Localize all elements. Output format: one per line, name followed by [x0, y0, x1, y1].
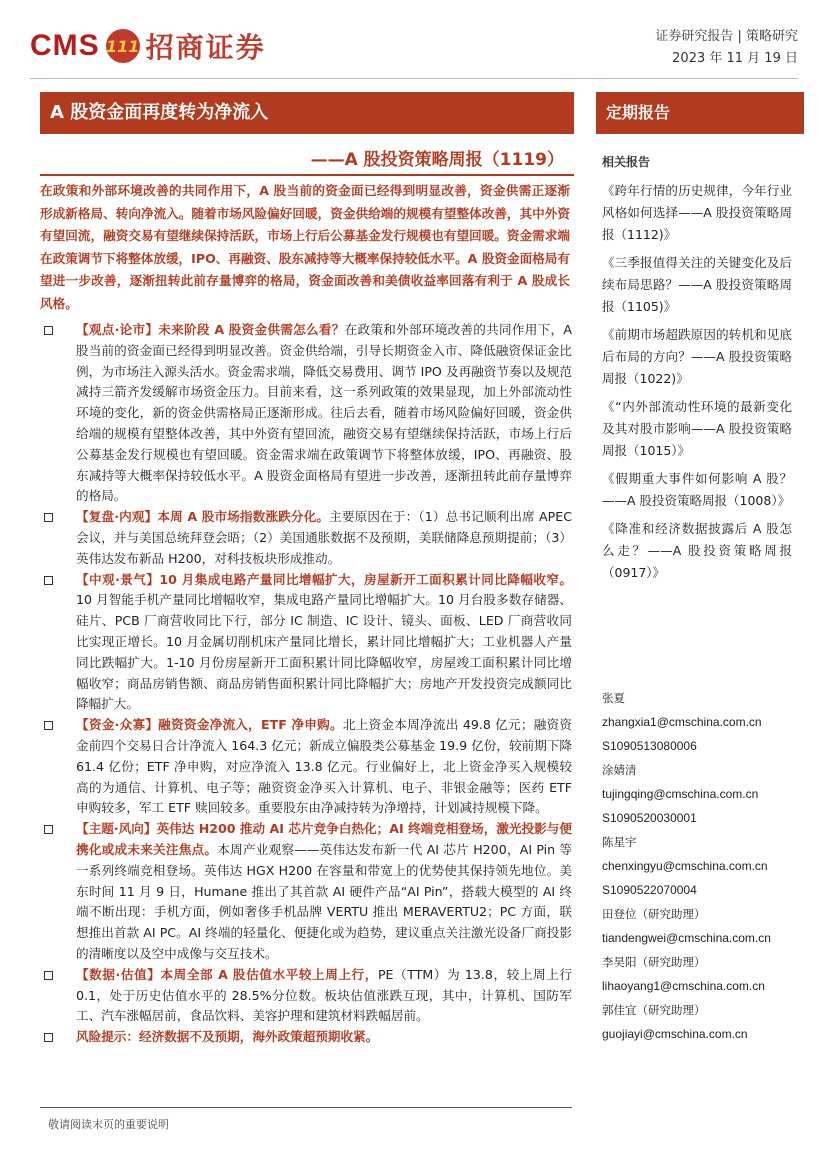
- report-category: 证券研究报告 | 策略研究: [655, 29, 798, 44]
- bullet-highlight: 【资金·众寡】融资资金净流入，ETF 净申购。: [76, 717, 343, 733]
- bullet-highlight: 【主题·风向】英伟达 H200 推动 AI 芯片竞争白热化；AI 终端竞相登场，激光投影与便携化或成未来关注焦点。: [76, 821, 572, 857]
- analyst-email[interactable]: tujingqing@cmschina.com.cn: [602, 787, 759, 801]
- bullet-box-icon: [44, 513, 53, 522]
- company-logo: [30, 24, 266, 68]
- report-title: A 股资金面再度转为净流入: [40, 92, 574, 134]
- subtitle-divider: [40, 174, 574, 176]
- bullet-item: [40, 570, 572, 716]
- analyst-email[interactable]: tiandengwei@cmschina.com.cn: [602, 931, 771, 945]
- analyst-email[interactable]: lihaoyang1@cmschina.com.cn: [602, 979, 765, 993]
- bullet-box-icon: [44, 971, 53, 980]
- footer-note: 敬请阅读末页的重要说明: [48, 1118, 169, 1131]
- bullet-text: 10 月智能手机产量同比增幅收窄，集成电路产量同比增幅扩大。10 月台股多数存储器、硅片、PCB 厂商营收同比下行，部分 IC 制造、IC 设计、镜头、面板、LED 厂商营收同比实现正增长。10 月金属切削机床产量同比增长，累计同比增幅扩大；工业机器人产量同比跌幅扩大。1-10 月份房屋新开工面积累计同比降幅收窄，房屋竣工面积累计同比增幅收窄；商品房销售额、商品房销售面积累计同比降幅扩大；房地产开发投资完成额同比降幅扩大。: [76, 592, 572, 712]
- related-reports-label: 相关报告: [602, 155, 651, 169]
- analyst-cert-number: S1090522070004: [602, 883, 697, 897]
- related-report-item[interactable]: 《假期重大事件如何影响 A 股？——A 股投资策略周报（1008）》: [602, 471, 792, 508]
- bullet-box-icon: [44, 825, 53, 834]
- analyst-list: [602, 686, 802, 1046]
- bullet-box-icon: [44, 326, 53, 335]
- header-divider: [30, 78, 798, 79]
- bullet-item: [40, 320, 572, 507]
- related-report-item[interactable]: 《跨年行情的历史规律，今年行业风格如何选择——A 股投资策略周报（1112)》: [602, 183, 792, 242]
- bullet-item: [40, 819, 572, 965]
- analyst-email[interactable]: zhangxia1@cmschina.com.cn: [602, 715, 762, 729]
- report-subtitle: ——A 股投资策略周报（1119）: [310, 150, 564, 170]
- logo-cms-text: CMS: [30, 29, 100, 62]
- related-report-item[interactable]: 《“内外部流动性环境的最新变化及其对股市影响——A 股投资策略周报（1015）》: [602, 399, 792, 458]
- related-report-item[interactable]: 《降准和经济数据披露后 A 股怎么走？——A 股投资策略周报（0917）》: [602, 521, 792, 580]
- analyst-name: 郭佳宜（研究助理）: [602, 1003, 706, 1017]
- related-report-item[interactable]: 《三季报值得关注的关键变化及后续布局思路？——A 股投资策略周报（1105)》: [602, 255, 792, 314]
- analyst-name: 田登位（研究助理）: [602, 907, 706, 921]
- bullet-highlight: 【观点·论市】未来阶段 A 股资金供需怎么看？: [76, 322, 345, 337]
- bullet-text: 本周产业观察——英伟达发布新一代 AI 芯片 H200，AI Pin 等一系列终端竞相登场。英伟达 HGX H200 在容量和带宽上的优势使其保持领先地位。美东时间 11 月 9 日，Humane 推出了其首款 AI 硬件产品“AI Pin”，搭载大模型的 AI 终端不断出现：手机方面，例如奢侈手机品牌 VERTU 推出 MERAVERTU2；PC 方面，联想推出首款 AI PC。AI 终端的轻量化、便捷化或为趋势，建议重点关注激光设备厂商投影的清晰度以及空中成像与交互技术。: [76, 841, 573, 961]
- analyst-cert-number: S1090520030001: [602, 811, 697, 825]
- analyst-name: 张夏: [602, 691, 625, 705]
- company-name: 招商证券: [145, 31, 266, 64]
- footer-divider: [40, 1107, 572, 1108]
- analyst-name: 陈星宇: [602, 835, 637, 849]
- analyst-name: 涂婧清: [602, 763, 637, 777]
- bullet-box-icon: [44, 576, 53, 585]
- logo-emblem-icon: 111: [106, 29, 140, 63]
- bullet-item: [40, 1027, 572, 1048]
- analyst-email[interactable]: chenxingyu@cmschina.com.cn: [602, 859, 768, 873]
- bullet-highlight: 【复盘·内观】本周 A 股市场指数涨跌分化。: [76, 509, 330, 525]
- bullet-item: [40, 715, 572, 819]
- bullet-text: 主要原因在于：（1）总书记顺利出席 APEC 会议，并与美国总统拜登会晤；（2）美国通胀数据不及预期，美联储降息预期提前；（3）英伟达发布新品 H200，对科技板块形成推动。: [76, 509, 572, 566]
- related-report-item[interactable]: 《前期市场超跌原因的转机和见底后布局的方向？——A 股投资策略周报（1022)》: [602, 327, 792, 386]
- bullet-list: [40, 320, 572, 1048]
- analyst-email[interactable]: guojiayi@cmschina.com.cn: [602, 1027, 748, 1041]
- bullet-box-icon: [44, 1033, 53, 1042]
- bullet-highlight: 【中观·景气】10 月集成电路产量同比增幅扩大，房屋新开工面积累计同比降幅收窄。: [76, 571, 572, 587]
- report-date: 2023 年 11 月 19 日: [672, 51, 798, 66]
- related-reports-list: [602, 180, 792, 590]
- risk-warning: 风险提示：经济数据不及预期，海外政策超预期收紧。: [76, 1029, 379, 1045]
- analyst-cert-number: S1090513080006: [602, 739, 697, 753]
- bullet-item: [40, 965, 572, 1027]
- summary-paragraph: 在政策和外部环境改善的共同作用下，A 股当前的资金面已经得到明显改善，资金供需正逐渐形成新格局、转向净流入。随着市场风险偏好回暖，资金供给端的规模有望整体改善，其中外资有望回流，融资交易有望继续保持活跃，市场上行后公募基金发行规模也有望回暖。资金需求端在政策调节下将整体放缓，IPO、再融资、股东减持等大概率保持较低水平。A 股资金面格局有望进一步改善，逐渐扭转此前存量博弈的格局，资金面改善和美债收益率回落有利于 A 股成长风格。: [40, 183, 570, 311]
- side-header: 定期报告: [596, 92, 804, 134]
- bullet-highlight: 【数据·估值】本周全部 A 股估值水平较上周上行，: [76, 966, 378, 982]
- bullet-text: 在政策和外部环境改善的共同作用下，A 股当前的资金面已经得到明显改善。资金供给端，引导长期资金入市、降低融资保证金比例，为市场注入源头活水。资金需求端，降低交易费用、调节 IPO 及再融资节奏以及规范减持三箭齐发缓解市场资金压力。目前来看，这一系列政策的效果显现，加上外部流动性环境的变化，新的资金供需格局正逐渐形成。往后去看，随着市场风险偏好回暖，资金供给端的规模有望整体改善，其中外资有望回流，融资交易有望继续保持活跃，市场上行后公募基金发行规模也有望回暖。资金需求端在政策调节下将整体放缓，IPO、再融资、股东减持等大概率保持较低水平。A 股资金面格局有望进一步改善，逐渐扭转此前存量博弈的格局。: [76, 322, 572, 504]
- bullet-box-icon: [44, 721, 53, 730]
- report-meta: [655, 26, 798, 70]
- analyst-name: 李昊阳（研究助理）: [602, 955, 706, 969]
- bullet-text: 北上资金本周净流出 49.8 亿元；融资资金前四个交易日合计净流入 164.3 亿元；新成立偏股类公募基金 19.9 亿份，较前期下降 61.4 亿份；ETF 净申购，对应净流入 13.8 亿元。行业偏好上，北上资金净买入规模较高的为通信、计算机、电子等；融资资金净买入计算机、电子、非银金融等；医药 ETF 申购较多，军工 ETF 赎回较多。重要股东由净减持转为净增持，计划减持规模下降。: [76, 717, 572, 816]
- bullet-item: [40, 507, 572, 569]
- bullet-text: PE（TTM）为 13.8，较上周上行 0.1，处于历史估值水平的 28.5%分位数。板块估值涨跌互现，其中，计算机、国防军工、汽车涨幅居前，食品饮料、美容护理和建筑材料跌幅居前。: [76, 966, 572, 1024]
